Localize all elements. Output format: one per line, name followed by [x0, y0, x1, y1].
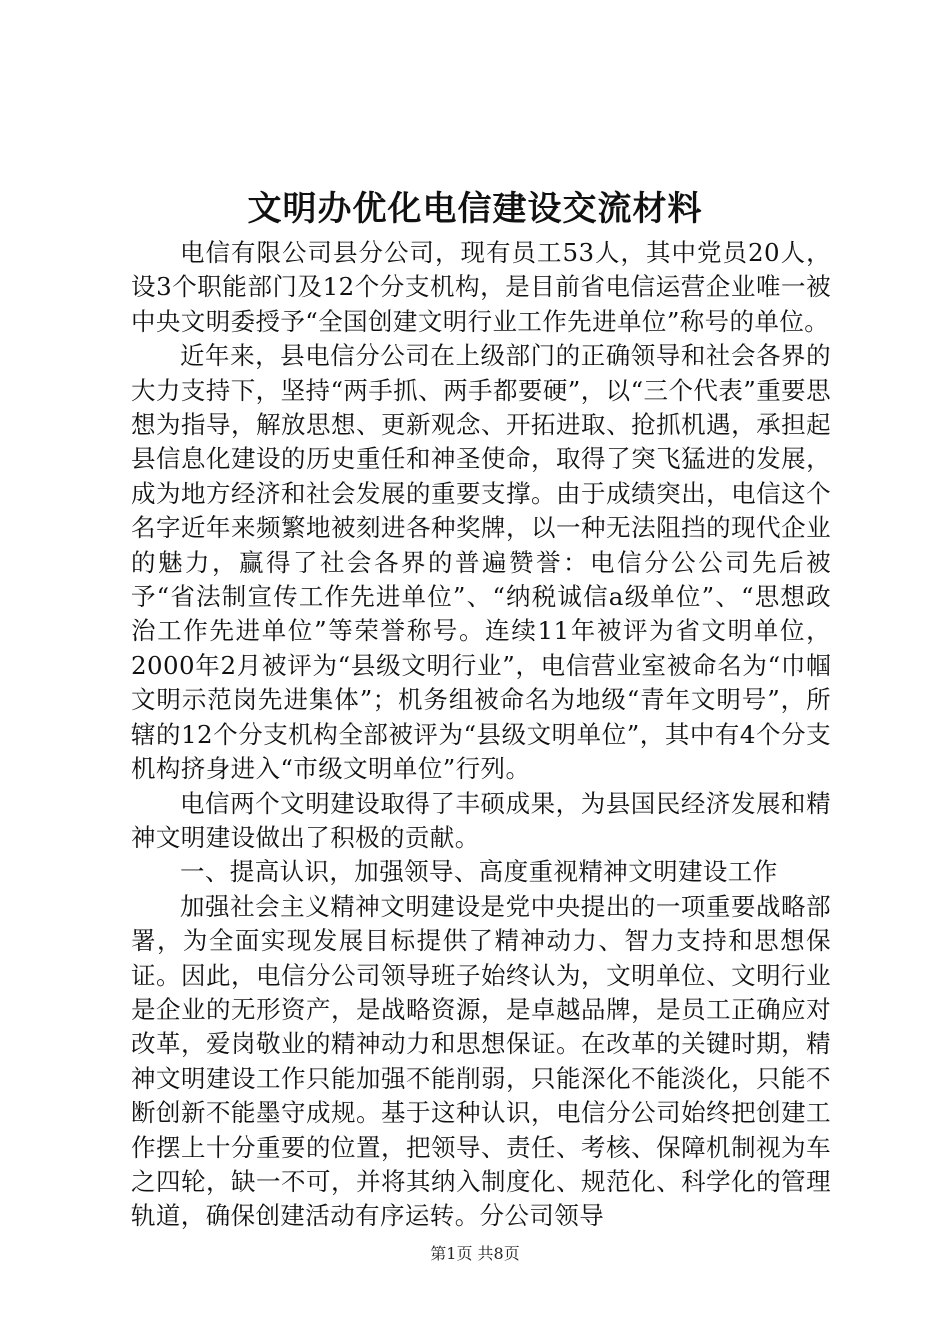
- paragraph-achievements: 近年来，县电信分公司在上级部门的正确领导和社会各界的大力支持下，坚持“两手抓、两手都要硬”，以“三个代表”重要思想为指导，解放思想、更新观念、开拓进取、抢抓机遇，承担起县信息化建设的历史重任和神圣使命，取得了突飞猛进的发展，成为地方经济和社会发展的重要支撑。由于成绩突出，电信这个名字近年来频繁地被刻进各种奖牌，以一种无法阻挡的现代企业的魅力，赢得了社会各界的普遍赞誉：电信分公公司先后被予“省法制宣传工作先进单位”、“纳税诚信a级单位”、“思想政治工作先进单位”等荣誉称号。连续11年被评为省文明单位，2000年2月被评为“县级文明行业”，电信营业室被命名为“巾帼文明示范岗先进集体”；机务组被命名为地级“青年文明号”，所辖的12个分支机构全部被评为“县级文明单位”，其中有4个分支机构挤身进入“市级文明单位”行列。: [131, 341, 831, 784]
- paragraph-contribution: 电信两个文明建设取得了丰硕成果，为县国民经济发展和精神文明建设做出了积极的贡献。: [131, 788, 831, 852]
- paragraph-strategy: 加强社会主义精神文明建设是党中央提出的一项重要战略部署，为全面实现发展目标提供了精神动力、智力支持和思想保证。因此，电信分公司领导班子始终认为，文明单位、文明行业是企业的无形资产，是战略资源，是卓越品牌，是员工正确应对改革，爱岗敬业的精神动力和思想保证。在改革的关键时期，精神文明建设工作只能加强不能削弱，只能深化不能淡化，只能不断创新不能墨守成规。基于这种认识，电信分公司始终把创建工作摆上十分重要的位置，把领导、责任、考核、保障机制视为车之四轮，缺一不可，并将其纳入制度化、规范化、科学化的管理轨道，确保创建活动有序运转。分公司领导: [131, 891, 831, 1231]
- page-footer: 第1页 共8页: [430, 1244, 520, 1263]
- document-title: 文明办优化电信建设交流材料: [247, 189, 703, 229]
- section-heading-1: 一、提高认识，加强领导、高度重视精神文明建设工作: [180, 857, 778, 887]
- paragraph-company-intro: 电信有限公司县分公司，现有员工53人，其中党员20人，设3个职能部门及12个分支机构，是目前省电信运营企业唯一被中央文明委授予“全国创建文明行业工作先进单位”称号的单位。: [131, 238, 831, 336]
- document-body: [131, 236, 831, 1234]
